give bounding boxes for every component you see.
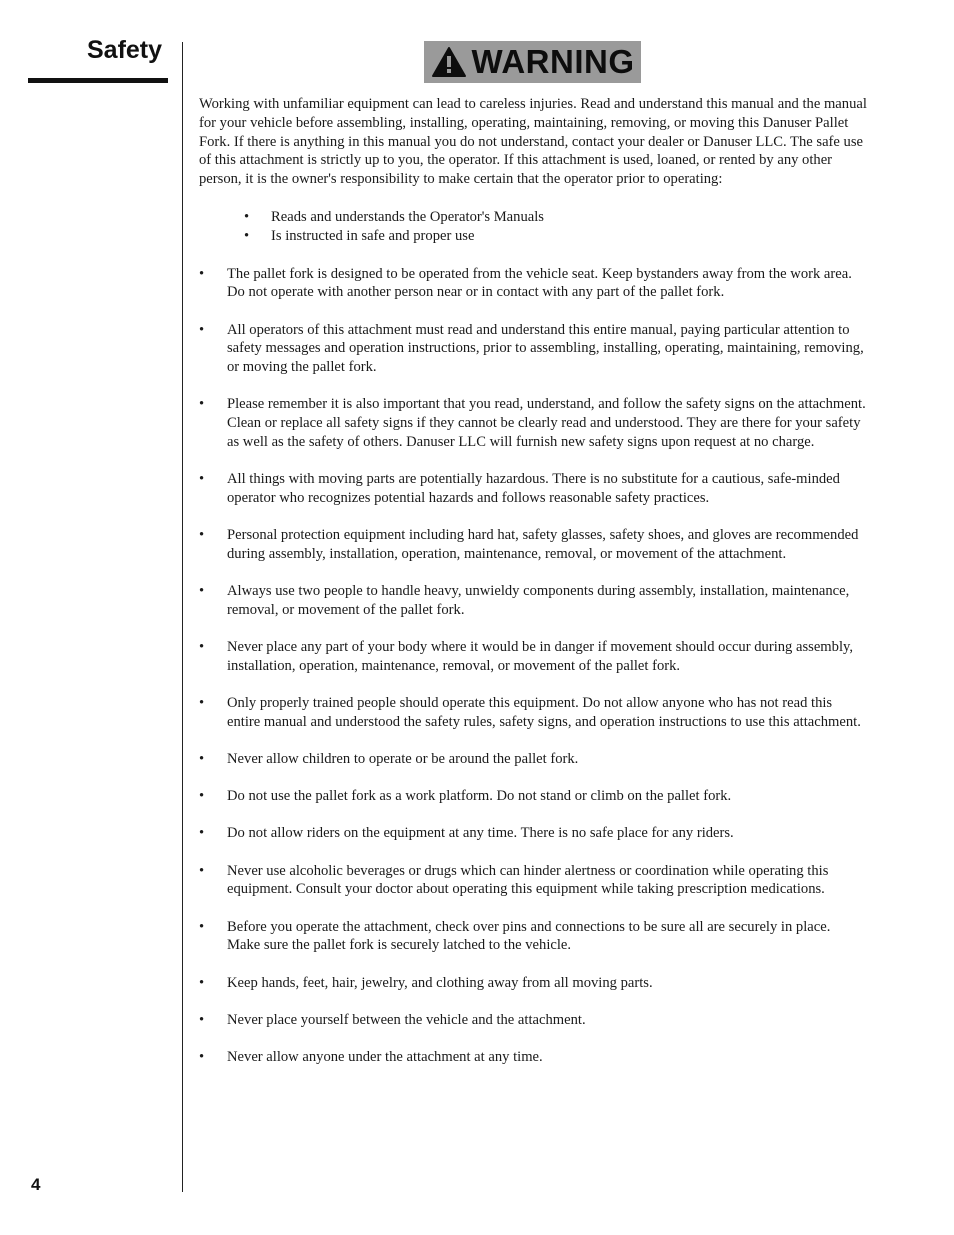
list-item-text: Always use two people to handle heavy, unwieldy components during assembly, installation, maintenance, removal, or movement of the pallet fork.	[227, 583, 850, 618]
list-item	[199, 638, 867, 676]
safety-rules-list	[199, 265, 867, 1067]
list-item-text: Please remember it is also important that you read, understand, and follow the safety signs on the attachment. Clean or replace all safety signs if they cannot be clearly read and understood. They are there for your safety as well as the safety of others. Danuser LLC will furnish new safety signs upon request at no charge.	[227, 396, 866, 450]
list-item	[199, 974, 867, 993]
list-item-text: Personal protection equipment including hard hat, safety glasses, safety shoes, and gloves are recommended during assembly, installation, operation, maintenance, removal, or movement of the attachment.	[227, 527, 859, 562]
list-item-text: Never place any part of your body where it would be in danger if movement should occur during assembly, installation, operation, maintenance, removal, or movement of the pallet fork.	[227, 639, 853, 674]
bullet-icon: •	[199, 265, 205, 282]
bullet-icon: •	[199, 321, 205, 338]
list-item	[244, 208, 867, 227]
bullet-icon: •	[199, 1011, 205, 1028]
list-item	[199, 824, 867, 843]
margin-divider	[182, 42, 183, 1192]
intro-paragraph: Working with unfamiliar equipment can lead to careless injuries. Read and understand this manual and the manual for your vehicle before assembling, installing, operating, maintaining, removing, or moving this Danuser Pallet Fork. If there is anything in this manual you do not understand, contact your dealer or Danuser LLC. The safe use of this attachment is strictly up to you, the operator. If this attachment is used, loaned, or rented by any other person, it is the owner's responsibility to make certain that the operator prior to operating:	[199, 96, 867, 188]
list-item	[199, 470, 867, 508]
bullet-icon: •	[199, 788, 205, 805]
list-item-text: Is instructed in safe and proper use	[271, 227, 475, 244]
list-item-text: All operators of this attachment must read and understand this entire manual, paying particular attention to safety messages and operation instructions, prior to assembling, installing, operating, maintaining, removing, or moving the pallet fork.	[227, 321, 864, 376]
warning-label: WARNING	[471, 43, 635, 80]
bullet-icon: •	[244, 227, 250, 244]
bullet-icon: •	[199, 974, 205, 991]
list-item-text: Before you operate the attachment, check over pins and connections to be sure all are securely in place. Make sure the pallet fork is securely latched to the vehicle.	[227, 918, 831, 954]
list-item	[199, 862, 867, 900]
list-item	[199, 395, 867, 451]
list-item-text: All things with moving parts are potentially hazardous. There is no substitute for a cautious, safe-minded operator who recognizes potential hazards and follows reasonable safety practices.	[227, 471, 840, 506]
bullet-icon: •	[199, 862, 205, 879]
bullet-icon: •	[199, 583, 205, 600]
list-item	[199, 787, 867, 806]
list-item	[199, 582, 867, 620]
operator-requirements-list	[199, 208, 867, 246]
title-underline	[28, 78, 168, 83]
list-item-text: The pallet fork is designed to be operated from the vehicle seat. Keep bystanders away from the work area. Do not operate with another person near or in contact with any part of the pallet fork.	[227, 265, 852, 301]
bullet-icon: •	[199, 695, 205, 712]
list-item-text: Never allow anyone under the attachment at any time.	[227, 1048, 543, 1065]
list-item-text: Do not allow riders on the equipment at any time. There is no safe place for any riders.	[227, 825, 734, 842]
bullet-icon: •	[199, 825, 205, 842]
list-item	[199, 918, 867, 956]
warning-banner	[424, 41, 641, 83]
bullet-icon: •	[199, 527, 205, 544]
list-item	[199, 694, 867, 732]
list-item-text: Never allow children to operate or be around the pallet fork.	[227, 751, 579, 768]
list-item-text: Reads and understands the Operator's Manuals	[271, 208, 544, 225]
bullet-icon: •	[199, 751, 205, 768]
list-item	[244, 227, 867, 246]
bullet-icon: •	[244, 208, 250, 225]
safety-content	[199, 95, 867, 1085]
list-item	[199, 265, 867, 303]
warning-triangle-icon	[431, 46, 467, 78]
list-item	[199, 750, 867, 769]
list-item-text: Only properly trained people should operate this equipment. Do not allow anyone who has not read this entire manual and understood the safety rules, safety signs, and operation instructions to use this attachment.	[227, 695, 861, 730]
bullet-icon: •	[199, 918, 205, 935]
bullet-icon: •	[199, 639, 205, 656]
list-item	[199, 1011, 867, 1030]
bullet-icon: •	[199, 1048, 205, 1065]
page-number: 4	[31, 1175, 41, 1194]
bullet-icon: •	[199, 471, 205, 488]
list-item	[199, 321, 867, 377]
list-item-text: Do not use the pallet fork as a work platform. Do not stand or climb on the pallet fork.	[227, 788, 732, 805]
list-item-text: Never place yourself between the vehicle and the attachment.	[227, 1011, 586, 1028]
list-item-text: Never use alcoholic beverages or drugs which can hinder alertness or coordination while operating this equipment. Consult your doctor about operating this equipment while taking prescription medications.	[227, 862, 829, 898]
list-item	[199, 526, 867, 564]
bullet-icon: •	[199, 396, 205, 413]
list-item-text: Keep hands, feet, hair, jewelry, and clothing away from all moving parts.	[227, 974, 653, 991]
section-title: Safety	[87, 36, 163, 64]
list-item	[199, 1048, 867, 1067]
